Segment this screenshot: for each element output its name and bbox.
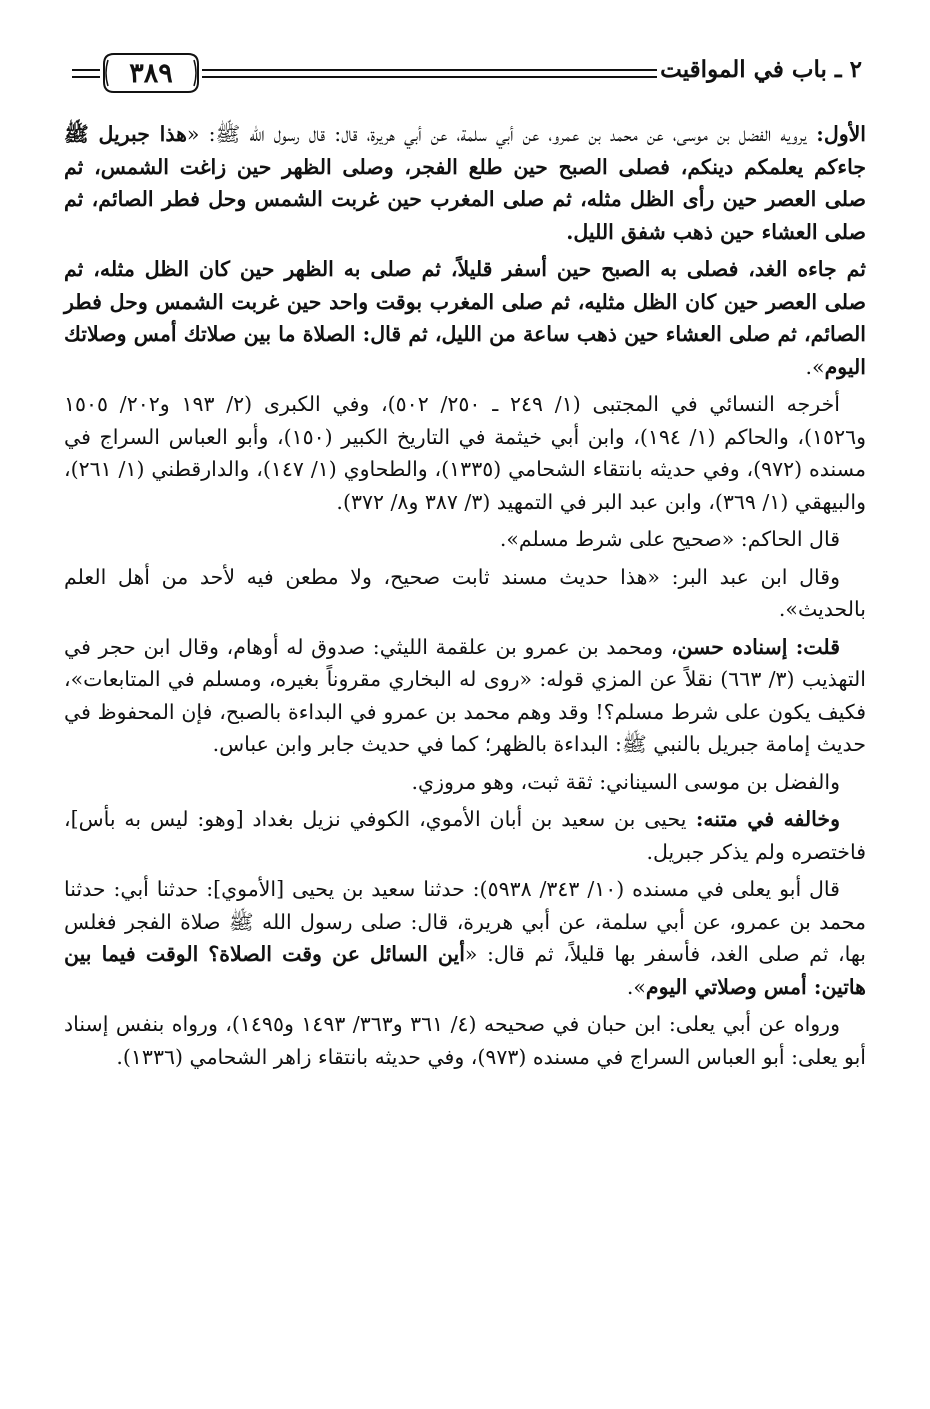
text-run: والفضل بن موسى السيناني: ثقة ثبت، وهو مروزي. [411, 769, 840, 794]
paragraph [64, 631, 866, 761]
bold-text-run: هذا جبريل ﷺ جاءكم يعلمكم دينكم، فصلى الصبح حين طلع الفجر، وصلى الظهر حين زاغت الشمس، ثم صلى العصر حين رأى الظل مثله، ثم صلى المغرب حين غربت الشمس وحل فطر الصائم، ثم صلى العشاء حين ذهب شفق الليل. [64, 122, 866, 244]
paragraph [64, 561, 866, 626]
bold-text-run: الأول: [806, 122, 867, 146]
paragraph [64, 118, 866, 248]
text-run: ، ومحمد بن عمرو بن علقمة الليثي: صدوق له أوهام، وقال ابن حجر في التهذيب (٣/ ٦٦٣) نقلاً عن المزي قوله: «روى له البخاري مقروناً بغيره، ومسلم في المتابعات»، فكيف يكون على شرط مسلم؟! وقد وهم محمد بن عمرو في البداءة بالصبح، فإن المحفوظ في حديث إمامة جبريل بالنبي ﷺ: البداءة بالظهر؛ كما في حديث جابر وابن عباس. [64, 634, 866, 756]
header-rule [202, 69, 657, 78]
bold-text-run: قلت: إسناده حسن [677, 634, 841, 659]
paragraph [64, 523, 866, 556]
page-body [64, 118, 866, 1389]
text-run: ». [805, 354, 825, 379]
bold-text-run: ثم جاءه الغد، فصلى به الصبح حين أسفر قليلاً، ثم صلى به الظهر حين كان الظل مثله، ثم صلى العصر حين كان الظل مثليه، ثم صلى المغرب بوقت واحد حين غربت الشمس وحل فطر الصائم، ثم صلى العشاء حين ذهب ساعة من الليل، ثم قال: الصلاة ما بين صلاتك أمس وصلاتك اليوم [64, 257, 866, 379]
paragraph [64, 253, 866, 383]
bold-text-run: وخالفه في متنه: [686, 807, 840, 831]
page-number: ٣٨٩ [129, 58, 173, 89]
chapter-title: ٢ ـ باب في المواقيت [660, 56, 862, 83]
text-run: وقال ابن عبد البر: «هذا حديث مسند ثابت صحيح، ولا مطعن فيه لأحد من أهل العلم بالحديث». [64, 564, 866, 621]
paragraph [64, 388, 866, 518]
bold-text-run: أين السائل عن وقت الصلاة؟ الوقت فيما بين هاتين: أمس وصلاتي اليوم [64, 942, 866, 999]
text-run: أخرجه النسائي في المجتبى (١/ ٢٤٩ ـ ٢٥٠/ ٥٠٢)، وفي الكبرى (٢/ ١٩٣ و٢٠٢/ ١٥٠٥ و١٥٢٦)، والحاكم (١/ ١٩٤)، وابن أبي خيثمة في التاريخ الكبير (١٥٠)، وأبو العباس السراج في مسنده (٩٧٢)، وفي حديثه بانتقاء الشحامي (١٣٣٥)، والطحاوي (١/ ١٤٧)، والدارقطني (١/ ٢٦١)، والبيهقي (١/ ٣٦٩)، وابن عبد البر في التمهيد (٣/ ٣٨٧ و٨/ ٣٧٢). [64, 392, 866, 514]
text-run: قال الحاكم: «صحيح على شرط مسلم». [499, 527, 840, 551]
text-run: ». [626, 974, 646, 999]
paragraph [64, 803, 866, 868]
text-run: ورواه عن أبي يعلى: ابن حبان في صحيحه (٤/ ٣٦١ و٣٦٣/ ١٤٩٣ و١٤٩٥)، ورواه بنفس إسناد أبو يعلى: أبو العباس السراج في مسنده (٩٧٣)، وفي حديثه بانتقاء زاهر الشحامي (١٣٣٦). [64, 1012, 866, 1069]
text-run: قال أبو يعلى في مسنده (١٠/ ٣٤٣/ ٥٩٣٨): حدثنا سعيد بن يحيى [الأموي]: حدثنا أبي: حدثنا محمد بن عمرو، عن أبي سلمة، عن أبي هريرة، قال: صلى رسول الله ﷺ صلاة الفجر فغلس بها، ثم صلى الغد، فأسفر بها قليلاً، ثم قال: « [64, 877, 867, 966]
paragraph [64, 766, 866, 799]
paragraph [64, 1008, 866, 1073]
header-rule-left [72, 69, 100, 78]
page-header [62, 50, 862, 98]
text-run: يحيى بن سعيد بن أبان الأموي، الكوفي نزيل بغداد [وهو: ليس به بأس]، فاختصره ولم يذكر جبريل. [64, 807, 866, 864]
text-run: يرويه الفضل بن موسى، عن محمد بن عمرو، عن أبي سلمة، عن أبي هريرة، قال: قال رسول الله ﷺ: « [186, 122, 807, 146]
paragraph [64, 873, 866, 1003]
